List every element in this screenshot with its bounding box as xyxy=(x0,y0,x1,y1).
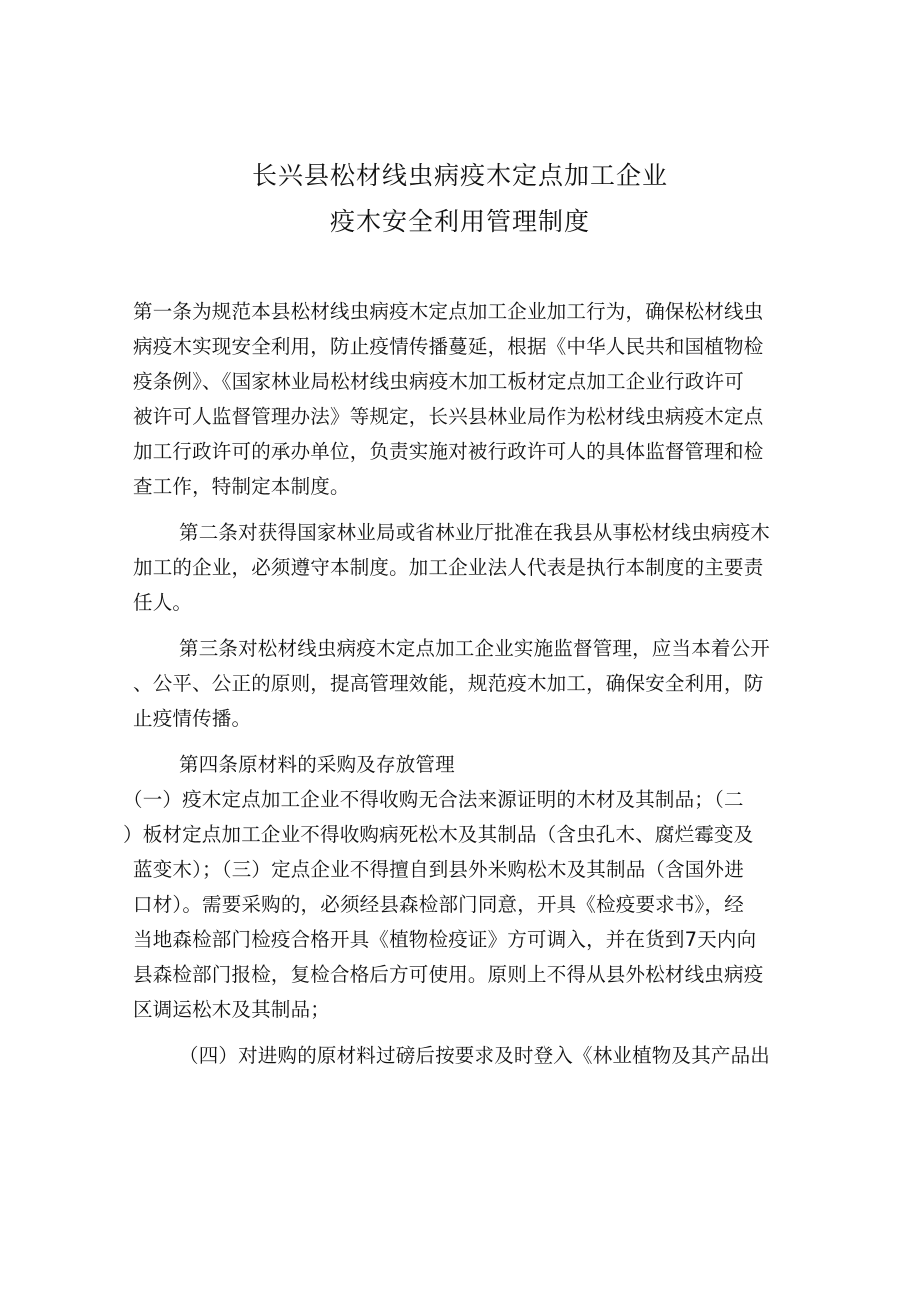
text-line: 加工的企业，必须遵守本制度。加工企业法人代表是执行本制度的主要责 xyxy=(133,556,764,579)
text-line: 加工行政许可的承办单位，负责实施对被行政许可人的具体监督管理和检 xyxy=(133,440,764,463)
text-line: （四）对进购的原材料过磅后按要求及时登入《林业植物及其产品出 xyxy=(179,1044,771,1067)
text-line: 任人。 xyxy=(133,591,193,614)
title-line-2: 疫木安全利用管理制度 xyxy=(329,207,590,236)
text-line: 第二条对获得国家林业局或省林业厅批准在我县从事松材线虫病疫木 xyxy=(179,521,771,544)
text-line: （一）疫木定点加工企业不得收购无合法来源证明的木材及其制品；（二 xyxy=(123,788,744,811)
document-body xyxy=(123,294,793,1073)
text-line: 县森检部门报检，复检合格后方可使用。原则上不得从县外松材线虫病疫 xyxy=(133,963,764,986)
text-line: 查工作，特制定本制度。 xyxy=(133,475,350,498)
text-line: 止疫情传播。 xyxy=(133,707,252,730)
article-1 xyxy=(133,294,793,504)
title-line-1: 长兴县松材线虫病疫木定点加工企业 xyxy=(251,161,668,190)
article-4-clause-4 xyxy=(133,1038,793,1073)
article-4-heading xyxy=(133,747,793,782)
text-line: 口材）。需要采购的，必须经县森检部门同意，开具《检疫要求书》，经 xyxy=(133,893,744,916)
text-line: 区调运松木及其制品； xyxy=(133,998,331,1021)
text-line: 第一条为规范本县松材线虫病疫木定点加工企业加工行为，确保松材线虫 xyxy=(133,300,764,323)
article-3 xyxy=(133,631,793,736)
text-line: 病疫木实现安全利用，防止疫情传播蔓延，根据《中华人民共和国植物检 xyxy=(133,335,764,358)
text-line: 、公平、公正的原则，提高管理效能，规范疫木加工，确保安全利用，防 xyxy=(133,672,764,695)
text-line: 第三条对松材线虫病疫木定点加工企业实施监督管理，应当本着公开 xyxy=(179,637,771,660)
article-2 xyxy=(133,515,793,620)
document-title xyxy=(0,153,920,245)
text-line: ）板材定点加工企业不得收购病死松木及其制品（含虫孔木、腐烂霉变及 xyxy=(123,823,754,846)
article-4-clauses xyxy=(123,782,793,1027)
text-line: 蓝变木）；（三）定点企业不得擅自到县外米购松木及其制品（含国外进 xyxy=(133,858,744,881)
text-line: 疫条例》、《国家林业局松材线虫病疫木加工板材定点加工企业行政许可 xyxy=(133,370,744,393)
text-line: 被许可人监督管理办法》等规定，长兴县林业局作为松材线虫病疫木定点 xyxy=(133,405,764,428)
text-line: 当地森检部门检疫合格开具《植物检疫证》方可调入，并在货到7天内向 xyxy=(133,928,757,951)
text-line: 第四条原材料的采购及存放管理 xyxy=(179,753,455,776)
